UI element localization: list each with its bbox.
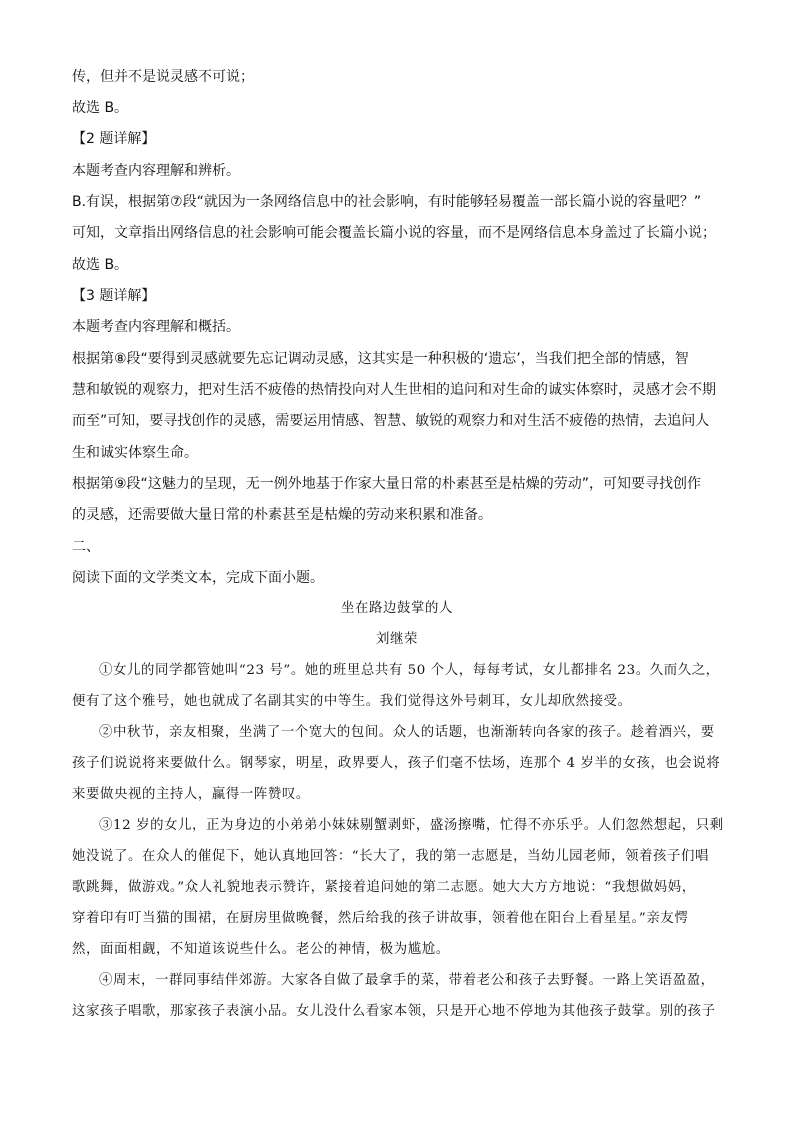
story-line: 歌跳舞，做游戏。”众人礼貌地表示赞许，紧接着追问她的第二志愿。她大大方方地说：“我想做妈妈，: [72, 880, 696, 895]
story-line: 便有了这个雅号，她也就成了名副其实的中等生。我们觉得这外号刺耳，女儿却欣然接受。: [72, 694, 632, 709]
story-line: 穿着印有叮当猫的围裙，在厨房里做晚餐，然后给我的孩子讲故事，领着他在阳台上看星星。”亲友愕: [72, 911, 689, 926]
text-line: 的灵感，还需要做大量日常的朴素甚至是枯燥的劳动来积累和准备。: [72, 507, 492, 523]
text-line: B.有误，根据第⑦段“就因为一条网络信息中的社会影响，有时能够轻易覆盖一部长篇小说的容量吧？”: [72, 194, 702, 210]
story-line: 来要做央视的主持人，赢得一阵赞叹。: [72, 787, 310, 802]
story-line: ④周末，一群同事结伴郊游。大家各自做了最拿手的菜，带着老公和孩子去野餐。一路上笑语盈盈，: [99, 973, 715, 988]
text-line: 可知，文章指出网络信息的社会影响可能会覆盖长篇小说的容量，而不是网络信息本身盖过了长篇小说；: [72, 225, 716, 241]
text-line: 而至”可知，要寻找创作的灵感，需要运用情感、智慧、敏锐的观察力和对生活不疲倦的热情，去追问人: [72, 413, 710, 429]
story-line: 这家孩子唱歌，那家孩子表演小品。女儿没什么看家本领，只是开心地不停地为其他孩子鼓掌。别的孩子: [72, 1004, 716, 1019]
story-line: ③12 岁的女儿，正为身边的小弟弟小妹妹剔蟹剥虾，盛汤擦嘴，忙得不亦乐乎。人们忽然想起，只剩: [99, 818, 724, 833]
story-line: ②中秋节，亲友相聚，坐满了一个宽大的包间。众人的话题，也渐渐转向各家的孩子。趁着酒兴，要: [99, 725, 715, 740]
instruction-line: 阅读下面的文学类文本，完成下面小题。: [72, 570, 324, 586]
story-line: 孩子们说说将来要做什么。钢琴家，明星，政界要人，孩子们毫不怯场，连那个 4 岁半的女孩，也会说将: [72, 756, 721, 771]
text-line: 生和诚实体察生命。: [72, 445, 198, 461]
text-line: 故选 B。: [72, 257, 129, 273]
text-line: 本题考查内容理解和概括。: [72, 319, 240, 335]
story-line: 然，面面相觑，不知道该说些什么。老公的神情，极为尴尬。: [72, 942, 450, 957]
section-heading: 【3 题详解】: [72, 288, 156, 304]
story-line: 她没说了。在众人的催促下，她认真地回答：“长大了，我的第一志愿是，当幼儿园老师，领着孩子们唱: [72, 849, 710, 864]
text-line: 传，但并不是说灵感不可说；: [72, 69, 254, 85]
text-line: 慧和敏锐的观察力，把对生活不疲倦的热情投向对人生世相的追问和对生命的诚实体察时，灵感才会不期: [72, 382, 716, 398]
section-heading: 【2 题详解】: [72, 131, 156, 147]
section-number: 二、: [72, 539, 100, 555]
text-line: 根据第⑨段“这魅力的呈现，无一例外地基于作家大量日常的朴素甚至是枯燥的劳动”，可知要寻找创作: [72, 476, 702, 492]
text-line: 本题考查内容理解和辨析。: [72, 163, 240, 179]
story-line: ①女儿的同学都管她叫“23 号”。她的班里总共有 50 个人，每每考试，女儿都排名 23。久而久之，: [99, 663, 720, 678]
text-line: 故选 B。: [72, 100, 129, 116]
story-title: 坐在路边鼓掌的人: [341, 601, 453, 616]
story-author: 刘继荣: [376, 632, 418, 647]
text-line: 根据第⑧段“要得到灵感就要先忘记调动灵感，这其实是一种积极的‘遗忘’，当我们把全部的情感，智: [72, 351, 689, 367]
